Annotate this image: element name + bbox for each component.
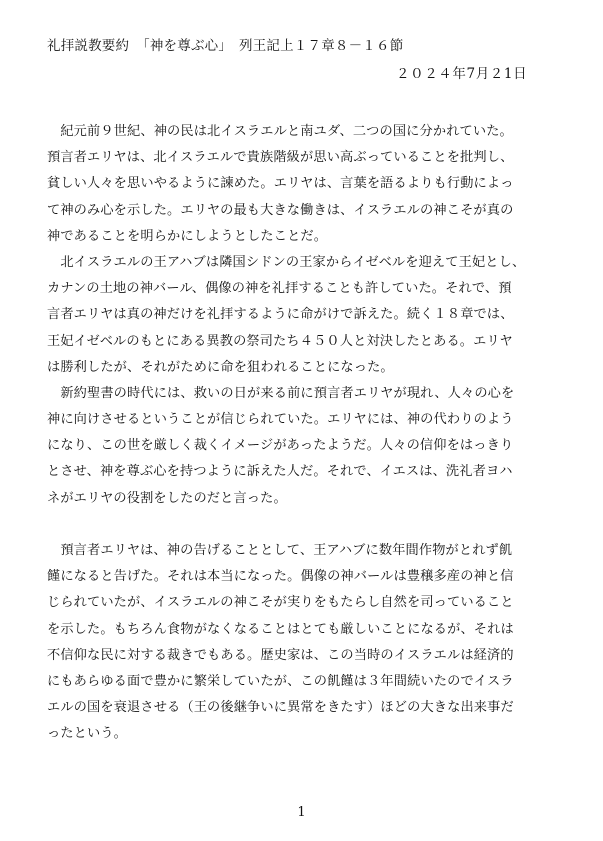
body-line: にもあらゆる面で豊かに繁栄していたが、この飢饉は３年間続いたのでイスラ — [47, 673, 514, 689]
body-line: 北イスラエルの王アハブは隣国シドンの王家からイゼベルを迎えて王妃とし、 — [47, 254, 526, 270]
body-line: ったという。 — [47, 726, 128, 742]
body-line: 神であることを明らかにしようとしたことだ。 — [47, 228, 328, 244]
body-line: 饉になると告げた。それは本当になった。偶像の神バールは豊穣多産の神と信 — [47, 569, 514, 585]
body-line: 神に向けさせるということが信じられていた。エリヤには、神の代わりのよう — [47, 412, 514, 428]
document-date: ２０２４年7月２1日 — [396, 66, 528, 82]
page-number: 1 — [297, 805, 306, 820]
body-line: になり、この世を厳しく裁くイメージがあったようだ。人々の信仰をはっきり — [47, 438, 514, 454]
paragraph-gap — [47, 512, 562, 538]
body-line: 不信仰な民に対する裁きでもある。歴史家は、この当時のイスラエルは経済的 — [47, 647, 514, 663]
body-line: は勝利したが、それがために命を狙われることになった。 — [47, 359, 394, 375]
body-line: ネがエリヤの役割をしたのだと言った。 — [47, 490, 287, 506]
body-line: 新約聖書の時代には、救いの日が来る前に預言者エリヤが現れ、人々の心を — [47, 385, 515, 401]
body-line: 貧しい人々を思いやるように諫めた。エリヤは、言葉を語るよりも行動によっ — [47, 176, 514, 192]
body-line: とさせ、神を尊ぶ心を持つように訴えた人だ。それで、イエスは、洗礼者ヨハ — [47, 464, 513, 480]
body-line: じられていたが、イスラエルの神こそが実りをもたらし自然を司っていること — [47, 595, 514, 611]
body-line: 言者エリヤは真の神だけを礼拝するように命がけで訴えた。続く１８章では、 — [47, 307, 514, 323]
document-title: 礼拝説教要約 「神を尊ぶ心」 列王記上１７章８－１６節 — [47, 38, 404, 54]
body-line: カナンの土地の神バール、偶像の神を礼拝することも許していた。それで、預 — [47, 281, 512, 297]
body-line: を示した。もちろん食物がなくなることはとても厳しいことになるが、それは — [47, 621, 514, 637]
body-line: 預言者エリヤは、北イスラエルで貴族階級が思い高ぶっていることを批判し、 — [47, 150, 514, 166]
body-line: 王妃イゼベルのもとにある異教の祭司たち４５０人と対決したとある。エリヤ — [47, 333, 513, 349]
body-line: て神のみ心を示した。エリヤの最も大きな働きは、イスラエルの神こそが真の — [47, 202, 514, 218]
sermon-body — [47, 119, 562, 748]
body-line: エルの国を衰退させる（王の後継争いに異常をきたす）ほどの大きな出来事だ — [47, 700, 514, 716]
body-line: 紀元前９世紀、神の民は北イスラエルと南ユダ、二つの国に分かれていた。 — [47, 124, 513, 139]
body-line: 預言者エリヤは、神の告げることとして、王アハブに数年間作物がとれず飢 — [47, 543, 513, 558]
